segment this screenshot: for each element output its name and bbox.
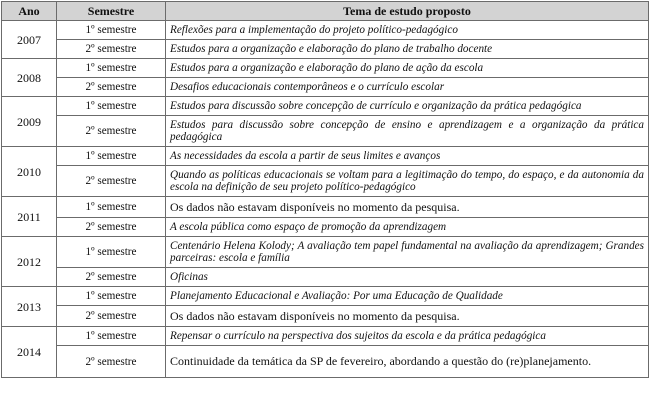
theme-cell: As necessidades da escola a partir de seus limites e avanços	[166, 147, 649, 166]
semester-cell: 2º semestre	[57, 166, 166, 197]
semester-cell: 2º semestre	[57, 268, 166, 287]
semester-cell: 1º semestre	[57, 147, 166, 166]
theme-cell: Estudos para discussão sobre concepção de ensino e aprendizagem e a organização da prática pedagógica	[166, 116, 649, 147]
year-column-header: Ano	[2, 2, 57, 21]
semester-column-header: Semestre	[57, 2, 166, 21]
semester-cell: 1º semestre	[57, 237, 166, 268]
theme-cell: Estudos para a organização e elaboração do plano de trabalho docente	[166, 40, 649, 59]
semester-cell: 1º semestre	[57, 197, 166, 218]
table-row	[2, 166, 649, 197]
table-row	[2, 116, 649, 147]
table-row	[2, 306, 649, 327]
theme-cell: A escola pública como espaço de promoção da aprendizagem	[166, 218, 649, 237]
theme-cell: Reflexões para a implementação do projeto político-pedagógico	[166, 21, 649, 40]
semester-cell: 2º semestre	[57, 218, 166, 237]
table-row	[2, 40, 649, 59]
theme-cell: Quando as políticas educacionais se voltam para a legitimação do tempo, do espaço, e da autonomia da escola na definição de seu projeto político-pedagógico	[166, 166, 649, 197]
theme-cell: Estudos para a organização e elaboração do plano de ação da escola	[166, 59, 649, 78]
theme-cell: Continuidade da temática da SP de fevereiro, abordando a questão do (re)planejamento.	[166, 346, 649, 378]
year-cell: 2007	[2, 21, 57, 59]
theme-cell: Os dados não estavam disponíveis no momento da pesquisa.	[166, 306, 649, 327]
theme-cell: Centenário Helena Kolody; A avaliação tem papel fundamental na avaliação da aprendizagem; Grandes parceiras: escola e família	[166, 237, 649, 268]
table-row	[2, 218, 649, 237]
theme-cell: Estudos para discussão sobre concepção de currículo e organização da prática pedagógica	[166, 97, 649, 116]
semester-cell: 1º semestre	[57, 287, 166, 306]
semester-cell: 2º semestre	[57, 306, 166, 327]
table-row	[2, 287, 649, 306]
theme-cell: Planejamento Educacional e Avaliação: Por uma Educação de Qualidade	[166, 287, 649, 306]
table-row	[2, 327, 649, 346]
year-cell: 2010	[2, 147, 57, 197]
semester-cell: 1º semestre	[57, 59, 166, 78]
semester-cell: 1º semestre	[57, 327, 166, 346]
semester-cell: 2º semestre	[57, 346, 166, 378]
semester-cell: 2º semestre	[57, 78, 166, 97]
table-row	[2, 78, 649, 97]
table-row	[2, 21, 649, 40]
year-cell: 2014	[2, 327, 57, 378]
study-themes-table	[1, 1, 649, 378]
table-row	[2, 147, 649, 166]
table-row	[2, 237, 649, 268]
theme-cell: Oficinas	[166, 268, 649, 287]
table-row	[2, 59, 649, 78]
table-row	[2, 197, 649, 218]
theme-cell: Desafios educacionais contemporâneos e o currículo escolar	[166, 78, 649, 97]
semester-cell: 2º semestre	[57, 116, 166, 147]
year-cell: 2012	[2, 237, 57, 287]
semester-cell: 2º semestre	[57, 40, 166, 59]
year-cell: 2008	[2, 59, 57, 97]
table-row	[2, 346, 649, 378]
semester-cell: 1º semestre	[57, 21, 166, 40]
year-cell: 2011	[2, 197, 57, 237]
year-cell: 2013	[2, 287, 57, 327]
table-row	[2, 97, 649, 116]
semester-cell: 1º semestre	[57, 97, 166, 116]
table-header-row	[2, 2, 649, 21]
year-cell: 2009	[2, 97, 57, 147]
table-row	[2, 268, 649, 287]
theme-cell: Repensar o currículo na perspectiva dos sujeitos da escola e da prática pedagógica	[166, 327, 649, 346]
theme-column-header: Tema de estudo proposto	[166, 2, 649, 21]
theme-cell: Os dados não estavam disponíveis no momento da pesquisa.	[166, 197, 649, 218]
